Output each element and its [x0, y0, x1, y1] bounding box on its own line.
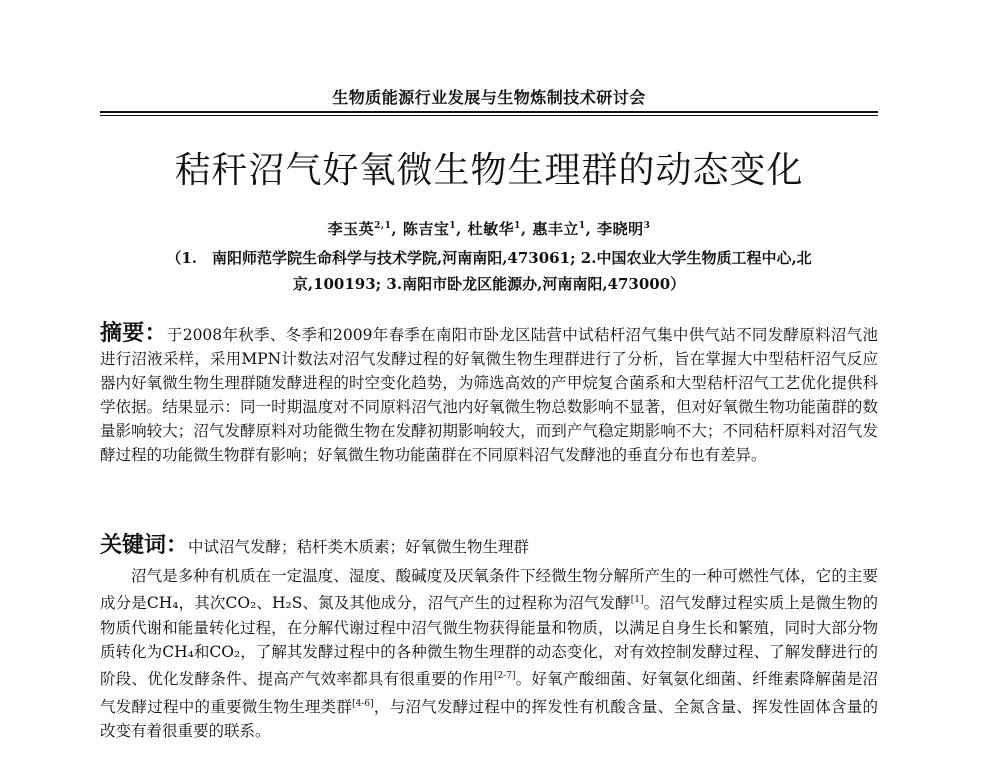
body-text-segment: ，与沼气发酵过程中的挥发性有机酸含量、全氮含量、挥发性固体含量的改变有着很重要的联系。	[100, 697, 878, 741]
author-affil-mark: 2,1	[374, 221, 392, 231]
paper-title: 秸秆沼气好氧微生物生理群的动态变化	[174, 150, 804, 191]
running-head: 生物质能源行业发展与生物炼制技术研讨会	[332, 88, 646, 107]
affiliation-line: 京,100193; 3.南阳市卧龙区能源办,河南南阳,473000）	[292, 275, 686, 293]
author-list	[100, 218, 878, 239]
affiliations	[100, 245, 878, 297]
author-separator: ,	[520, 220, 527, 238]
affiliation-line: （1. 南阳师范学院生命科学与技术学院,河南南阳,473061; 2.中国农业大学生物质工程中心,北	[166, 249, 812, 267]
author-separator: ,	[585, 220, 592, 238]
abstract	[100, 322, 878, 467]
citation-ref: [4-6]	[352, 698, 374, 709]
abstract-text: 于2008年秋季、冬季和2009年春季在南阳市卧龙区陆营中试秸杆沼气集中供气站不同发酵原料沼气池进行沼液采样，采用MPN计数法对沼气发酵过程的好氧微生物生理群进行了分析，旨在掌握大中型秸杆沼气反应器内好氧微生物生理群随发酵进程的时空变化趋势，为筛选高效的产甲烷复合菌系和大型秸杆沼气工艺优化提供科学依据。结果显示：同一时期温度对不同原料沼气池内好氧微生物总数影响不显著，但对好氧微生物功能菌群的数量影响较大；沼气发酵原料对功能微生物在发酵初期影响较大，而到产气稳定期影响不大；不同秸杆原料对沼气发酵过程的功能微生物群有影响；好氧微生物功能菌群在不同原料沼气发酵池的垂直分布也有差异。	[100, 326, 878, 464]
author-name: 陈吉宝	[402, 220, 450, 238]
author-separator: ,	[391, 220, 398, 238]
header-rule-thin	[100, 115, 878, 116]
author-separator: ,	[456, 220, 462, 238]
author-name: 杜敏华	[467, 220, 515, 238]
keywords	[100, 534, 878, 559]
header-rule-thick	[100, 111, 878, 113]
body-paragraph	[100, 564, 878, 744]
author-name: 惠丰立	[532, 220, 579, 238]
body-text-segment: 。好氧产酸细菌、好氧氨化细菌、纤维素降解菌是沼气发酵过程中的重要微生物生理类群	[100, 670, 878, 716]
author-name: 李玉英	[327, 220, 375, 238]
citation-ref: [2-7]	[494, 671, 516, 682]
author-affil-mark: 1	[578, 221, 586, 231]
citation-ref: [1]	[630, 595, 644, 606]
keywords-label: 关键词：	[100, 533, 189, 558]
author-affil-mark: 1	[514, 221, 521, 231]
author-affil-mark: 3	[643, 221, 651, 231]
abstract-label: 摘要：	[100, 321, 167, 346]
keywords-text: 中试沼气发酵；秸杆类木质素；好氧微生物生理群	[188, 538, 530, 556]
body-text-segment: 。沼气发酵过程实质上是微生物的物质代谢和能量转化过程，在分解代谢过程中沼气微生物获得能量和物质，以满足自身生长和繁殖，同时大部分物质转化为CH₄和CO₂，了解其发酵过程中的各种微生物生理群的动态变化，对有效控制发酵过程、了解发酵进行的阶段、优化发酵条件、提高产气效率都具有很重要的作用	[100, 594, 878, 689]
author-affil-mark: 1	[449, 221, 457, 231]
author-name: 李晓明	[597, 220, 644, 238]
body-text-segment: 沼气是多种有机质在一定温度、湿度、酸碱度及厌氧条件下经微生物分解所产生的一种可燃性气体，它的主要成分是CH₄，其次CO₂、H₂S、氮及其他成分，沼气产生的过程称为沼气发酵	[100, 567, 878, 613]
